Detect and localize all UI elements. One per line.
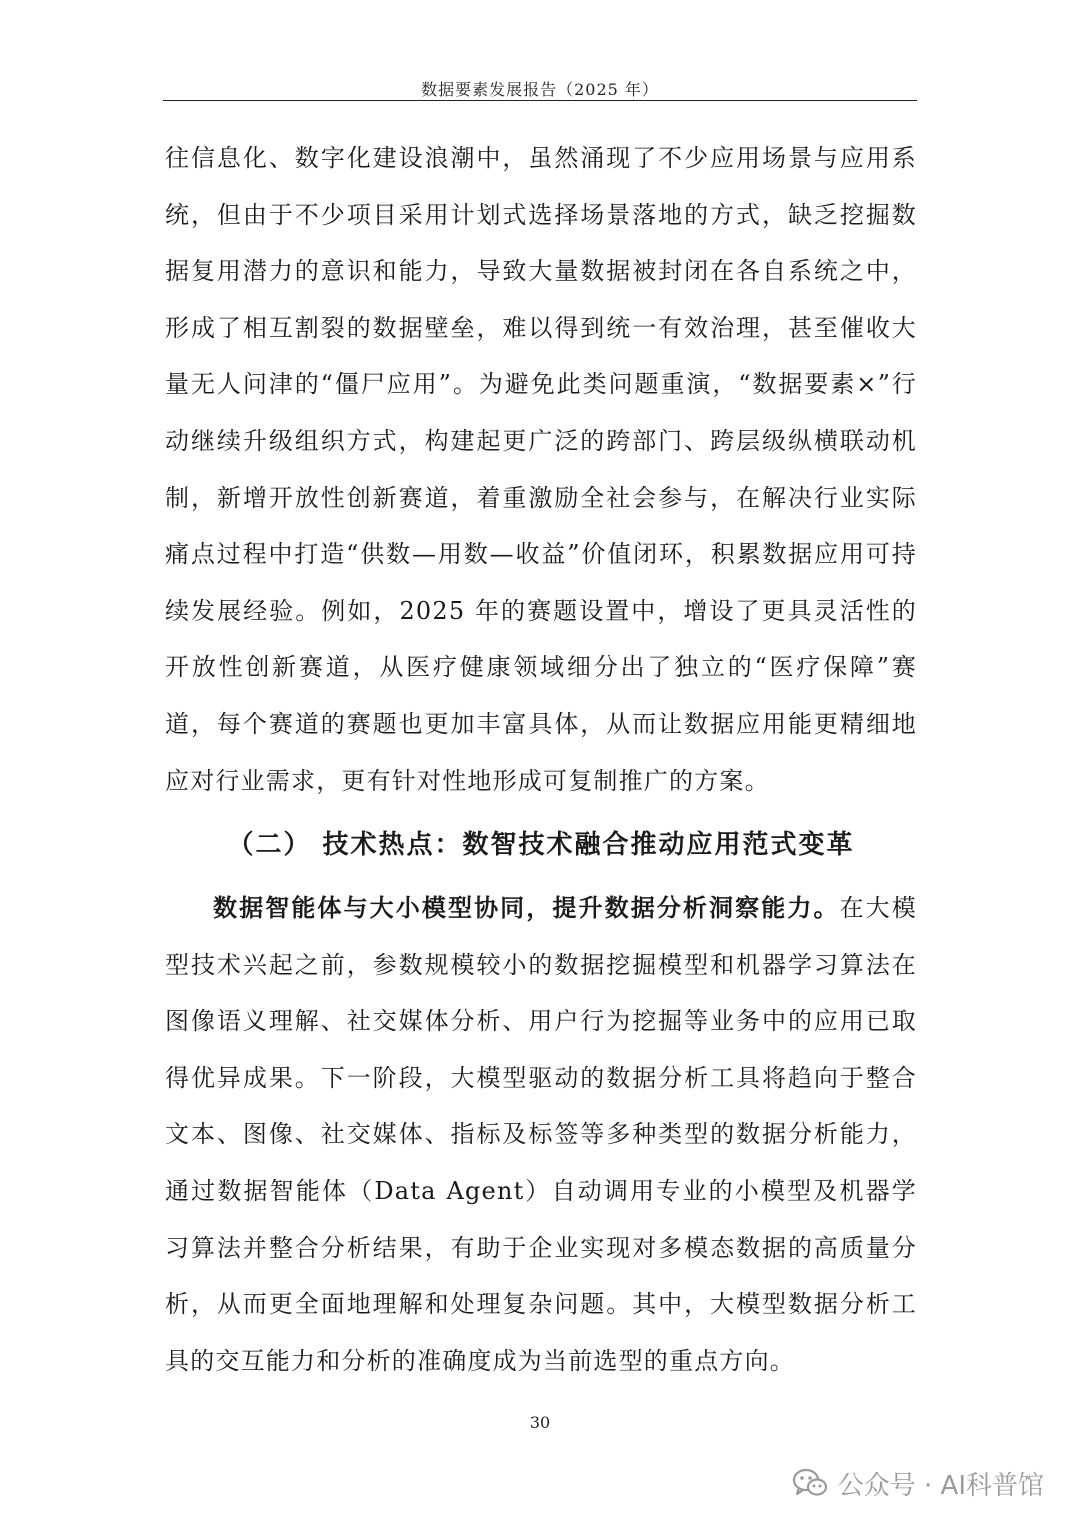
watermark <box>792 1460 1044 1506</box>
section-heading: （二） 技术热点：数智技术融合推动应用范式变革 <box>227 830 855 860</box>
paragraph-lead-bold: 数据智能体与大小模型协同，提升数据分析洞察能力。 <box>213 894 840 922</box>
paragraph-2-text: 在大模型技术兴起之前，参数规模较小的数据挖掘模型和机器学习算法在图像语义理解、社交媒体分析、用户行为挖掘等业务中的应用已取得优异成果。下一阶段，大模型驱动的数据分析工具将趋向于整合文本、图像、社交媒体、指标及标签等多种类型的数据分析能力，通过数据智能体（Data Agent）自动调用专业的小模型及机器学习算法并整合分析结果，有助于企业实现对多模态数据的高质量分析，从而更全面地理解和处理复杂问题。其中，大模型数据分析工具的交互能力和分析的准确度成为当前选型的重点方向。 <box>165 894 917 1375</box>
body-paragraph-2 <box>165 880 917 1389</box>
wechat-icon <box>792 1467 828 1499</box>
body-paragraph-1: 往信息化、数字化建设浪潮中，虽然涌现了不少应用场景与应用系统，但由于不少项目采用计划式选择场景落地的方式，缺乏挖掘数据复用潜力的意识和能力，导致大量数据被封闭在各自系统之中，形成了相互割裂的数据壁垒，难以得到统一有效治理，甚至催收大量无人问津的“僵尸应用”。为避免此类问题重演，“数据要素×”行动继续升级组织方式，构建起更广泛的跨部门、跨层级纵横联动机制，新增开放性创新赛道，着重激励全社会参与，在解决行业实际痛点过程中打造“供数—用数—收益”价值闭环，积累数据应用可持续发展经验。例如，2025 年的赛题设置中，增设了更具灵活性的开放性创新赛道，从医疗健康领域细分出了独立的“医疗保障”赛道，每个赛道的赛题也更加丰富具体，从而让数据应用能更精细地应对行业需求，更有针对性地形成可复制推广的方案。 <box>165 144 917 795</box>
page-number: 30 <box>529 1413 551 1432</box>
watermark-text: 公众号 · AI科普馆 <box>837 1470 1044 1501</box>
running-header: 数据要素发展报告（2025 年） <box>421 80 659 99</box>
header-divider <box>163 100 917 101</box>
